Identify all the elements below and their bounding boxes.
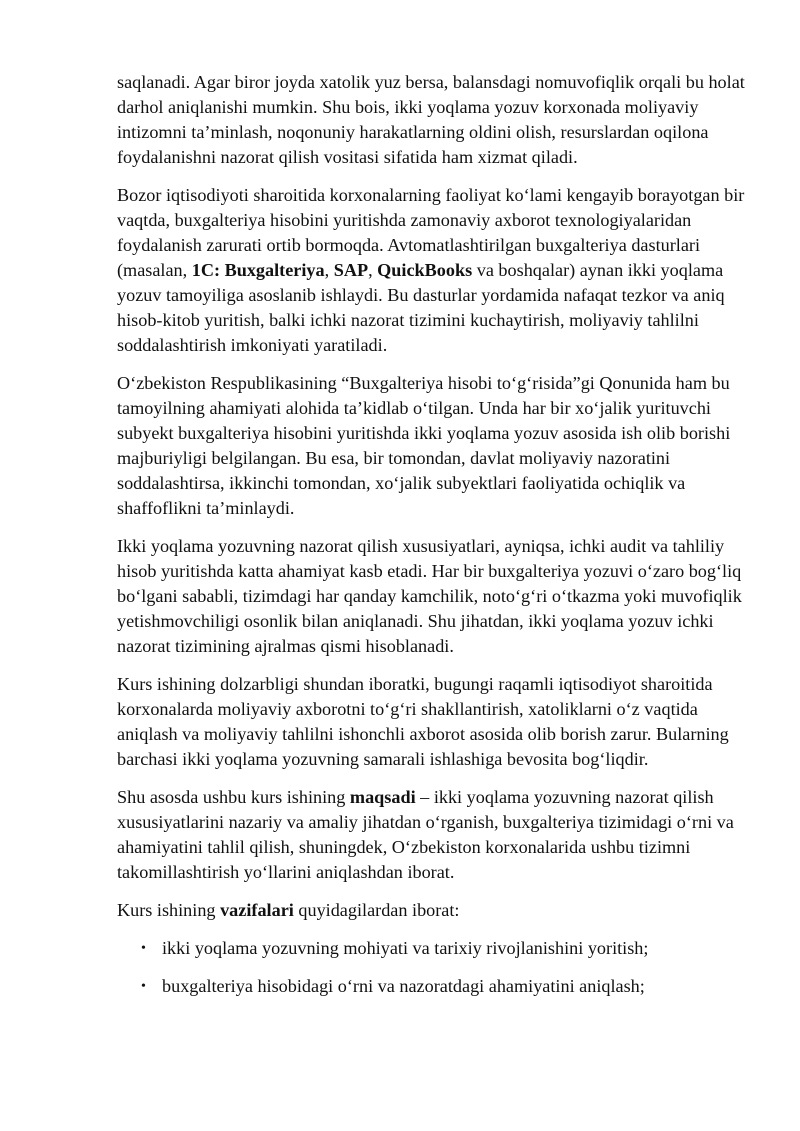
bold-text: 1C: Buxgalteriya	[191, 260, 325, 280]
text-run: Kurs ishining	[117, 900, 221, 920]
text-run: – ikki yoqlama yozuvning nazorat qilish xususiyatlarini nazariy va amaliy jihatdan oʻrganish, buxgalteriya tizimidagi oʻrni va ahamiyatini tahlil qilish, shuningdek, Oʻzbekiston korxonalarida ushbu tizimni takomillashtirish yoʻllarini aniqlashdan iborat.	[117, 787, 734, 882]
text-run: va boshqalar) aynan ikki yoqlama yozuv tamoyiliga asoslanib ishlaydi. Bu dasturlar yordamida nafaqat tezkor va aniq hisob-kitob yuritish, balki ichki nazorat tizimini kuchaytirish, moliyaviy tahlilni soddalashtirish imkoniyati yaratiladi.	[117, 260, 725, 355]
text-run: Kurs ishining dolzarbligi shundan iboratki, bugungi raqamli iqtisodiyot sharoitida korxonalarda moliyaviy axborotni toʻgʻri shakllantirish, xatoliklarni oʻz vaqtida aniqlash va moliyaviy tahlilni ishonchli axborot asosida olib borish zarur. Bularning barchasi ikki yoqlama yozuvning samarali ishlashiga bevosita bogʻliqdir.	[117, 674, 729, 769]
list-item	[117, 974, 747, 999]
text-run: Shu asosda ushbu kurs ishining	[117, 787, 350, 807]
document-page	[117, 70, 747, 1012]
tasks-list	[117, 936, 747, 999]
paragraph	[117, 183, 747, 358]
text-run: Ikki yoqlama yozuvning nazorat qilish xususiyatlari, ayniqsa, ichki audit va tahliliy hisob yuritishda katta ahamiyat kasb etadi. Har bir buxgalteriya yozuvi oʻzaro bogʻliq boʻlgani sababli, tizimdagi har qanday kamchilik, notoʻgʻri oʻtkazma yoki muvofiqlik yetishmovchiligi osonlik bilan aniqlanadi. Shu jihatdan, ikki yoqlama yozuv ichki nazorat tizimining ajralmas qismi hisoblanadi.	[117, 536, 742, 656]
bold-text: maqsadi	[349, 787, 416, 807]
paragraph	[117, 371, 747, 521]
list-item-text: buxgalteriya hisobidagi oʻrni va nazoratdagi ahamiyatini aniqlash;	[162, 976, 645, 996]
body-text	[117, 70, 747, 923]
bullet-icon: •	[141, 979, 146, 994]
list-item	[117, 936, 747, 961]
paragraph	[117, 898, 747, 923]
text-run: Bozor iqtisodiyoti sharoitida korxonalarning faoliyat koʻlami kengayib borayotgan bir vaqtda, buxgalteriya hisobini yuritishda zamonaviy axborot texnologiyalaridan foydalanish zarurati ortib bormoqda. Avtomatlashtirilgan buxgalteriya dasturlari (masalan,	[117, 185, 745, 280]
bold-text: vazifalari	[220, 900, 294, 920]
text-run: ,	[368, 260, 378, 280]
paragraph	[117, 672, 747, 772]
bold-text: SAP	[333, 260, 369, 280]
text-run: saqlanadi. Agar biror joyda xatolik yuz bersa, balansdagi nomuvofiqlik orqali bu holat darhol aniqlanishi mumkin. Shu bois, ikki yoqlama yozuv korxonada moliyaviy intizomni ta’minlash, noqonuniy harakatlarning oldini olish, resurslardan oqilona foydalanishni nazorat qilish vositasi sifatida ham xizmat qiladi.	[117, 72, 745, 167]
text-run: ,	[324, 260, 334, 280]
text-run: quyidagilardan iborat:	[293, 900, 460, 920]
text-run: Oʻzbekiston Respublikasining “Buxgalteriya hisobi toʻgʻrisida”gi Qonunida ham bu tamoyilning ahamiyati alohida ta’kidlab oʻtilgan. Unda har bir xoʻjalik yurituvchi subyekt buxgalteriya hisobini yuritishda ikki yoqlama yozuv asosida ish olib borishi majburiyligi belgilangan. Bu esa, bir tomondan, davlat moliyaviy nazoratini soddalashtirsa, ikkinchi tomondan, xoʻjalik subyektlari faoliyatida ochiqlik va shaffoflikni ta’minlaydi.	[117, 373, 731, 518]
bold-text: QuickBooks	[377, 260, 473, 280]
paragraph	[117, 534, 747, 659]
paragraph	[117, 785, 747, 885]
bullet-icon: •	[141, 941, 146, 956]
paragraph	[117, 70, 747, 170]
list-item-text: ikki yoqlama yozuvning mohiyati va tarixiy rivojlanishini yoritish;	[162, 938, 649, 958]
